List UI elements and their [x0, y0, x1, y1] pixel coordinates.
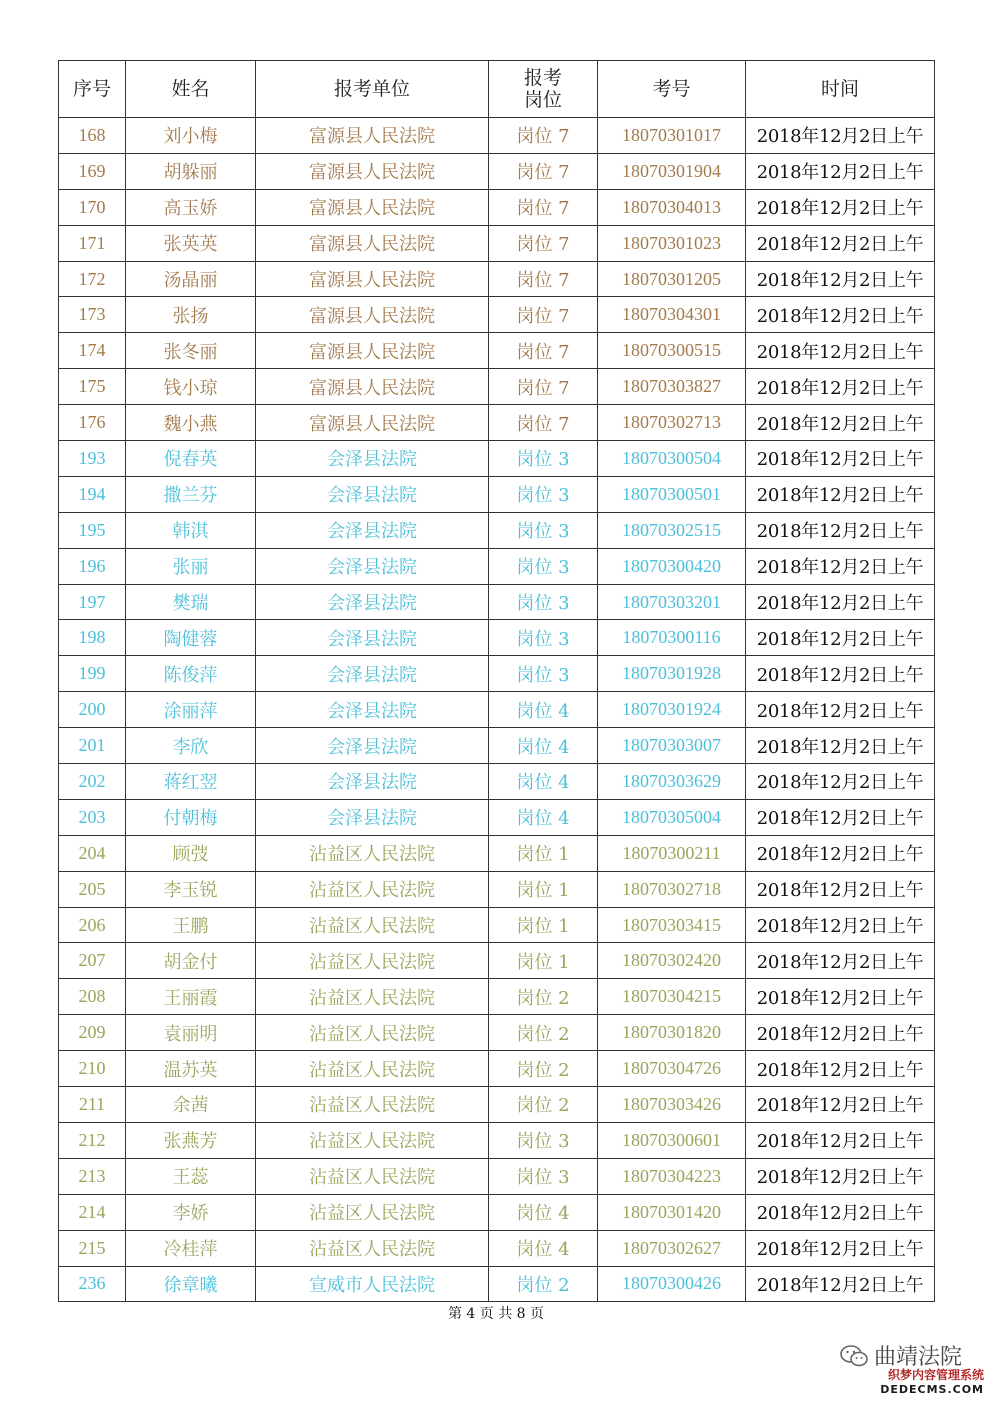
- unit-cell: 会泽县法院: [256, 692, 489, 728]
- exam-no-cell: 18070300426: [598, 1266, 746, 1302]
- table-row: [59, 656, 935, 692]
- time-cell: 2018年12月2日上午: [746, 764, 935, 800]
- time-cell: 2018年12月2日上午: [746, 1230, 935, 1266]
- exam-no-cell: 18070301924: [598, 692, 746, 728]
- seq-cell: 195: [59, 512, 126, 548]
- exam-no-cell: 18070301928: [598, 656, 746, 692]
- time-cell: 2018年12月2日上午: [746, 871, 935, 907]
- post-cell: 岗位 2: [489, 1266, 598, 1302]
- exam-no-cell: 18070302515: [598, 512, 746, 548]
- table-row: [59, 189, 935, 225]
- unit-cell: 沾益区人民法院: [256, 907, 489, 943]
- unit-cell: 沾益区人民法院: [256, 1230, 489, 1266]
- seq-cell: 168: [59, 118, 126, 154]
- name-cell: 李欣: [126, 728, 256, 764]
- name-cell: 温苏英: [126, 1051, 256, 1087]
- time-cell: 2018年12月2日上午: [746, 476, 935, 512]
- exam-no-cell: 18070305004: [598, 799, 746, 835]
- unit-cell: 沾益区人民法院: [256, 1051, 489, 1087]
- col-header-post: 报考 岗位: [489, 61, 598, 118]
- col-header-exam-no: 考号: [598, 61, 746, 118]
- post-cell: 岗位 7: [489, 297, 598, 333]
- unit-cell: 沾益区人民法院: [256, 979, 489, 1015]
- header-row: [59, 61, 935, 118]
- table-row: [59, 1015, 935, 1051]
- seq-cell: 204: [59, 835, 126, 871]
- unit-cell: 富源县人民法院: [256, 153, 489, 189]
- post-cell: 岗位 2: [489, 1087, 598, 1123]
- seq-cell: 209: [59, 1015, 126, 1051]
- seq-cell: 207: [59, 943, 126, 979]
- site-watermark-domain: DEDECMS.COM: [880, 1383, 984, 1396]
- exam-no-cell: 18070303201: [598, 584, 746, 620]
- seq-cell: 214: [59, 1194, 126, 1230]
- time-cell: 2018年12月2日上午: [746, 261, 935, 297]
- seq-cell: 197: [59, 584, 126, 620]
- seq-cell: 206: [59, 907, 126, 943]
- exam-no-cell: 18070301420: [598, 1194, 746, 1230]
- name-cell: 胡躲丽: [126, 153, 256, 189]
- seq-cell: 169: [59, 153, 126, 189]
- unit-cell: 会泽县法院: [256, 441, 489, 477]
- unit-cell: 富源县人民法院: [256, 297, 489, 333]
- table-row: [59, 225, 935, 261]
- post-cell: 岗位 3: [489, 620, 598, 656]
- exam-no-cell: 18070301904: [598, 153, 746, 189]
- unit-cell: 富源县人民法院: [256, 261, 489, 297]
- post-cell: 岗位 3: [489, 1158, 598, 1194]
- table-row: [59, 261, 935, 297]
- name-cell: 余茜: [126, 1087, 256, 1123]
- name-cell: 张丽: [126, 548, 256, 584]
- post-cell: 岗位 2: [489, 979, 598, 1015]
- name-cell: 李娇: [126, 1194, 256, 1230]
- name-cell: 撒兰芬: [126, 476, 256, 512]
- seq-cell: 201: [59, 728, 126, 764]
- unit-cell: 沾益区人民法院: [256, 1194, 489, 1230]
- post-cell: 岗位 3: [489, 476, 598, 512]
- seq-cell: 205: [59, 871, 126, 907]
- exam-no-cell: 18070301017: [598, 118, 746, 154]
- seq-cell: 193: [59, 441, 126, 477]
- exam-no-cell: 18070300116: [598, 620, 746, 656]
- exam-no-cell: 18070302627: [598, 1230, 746, 1266]
- post-cell: 岗位 7: [489, 261, 598, 297]
- post-cell: 岗位 1: [489, 907, 598, 943]
- post-cell: 岗位 3: [489, 512, 598, 548]
- time-cell: 2018年12月2日上午: [746, 799, 935, 835]
- name-cell: 樊瑞: [126, 584, 256, 620]
- unit-cell: 宣威市人民法院: [256, 1266, 489, 1302]
- seq-cell: 172: [59, 261, 126, 297]
- seq-cell: 175: [59, 369, 126, 405]
- time-cell: 2018年12月2日上午: [746, 405, 935, 441]
- post-cell: 岗位 4: [489, 728, 598, 764]
- name-cell: 张扬: [126, 297, 256, 333]
- unit-cell: 会泽县法院: [256, 548, 489, 584]
- seq-cell: 198: [59, 620, 126, 656]
- time-cell: 2018年12月2日上午: [746, 656, 935, 692]
- exam-no-cell: 18070304726: [598, 1051, 746, 1087]
- exam-no-cell: 18070304013: [598, 189, 746, 225]
- time-cell: 2018年12月2日上午: [746, 584, 935, 620]
- seq-cell: 208: [59, 979, 126, 1015]
- page-number: 第 4 页 共 8 页: [447, 1306, 545, 1322]
- exam-no-cell: 18070302718: [598, 871, 746, 907]
- seq-cell: 173: [59, 297, 126, 333]
- exam-no-cell: 18070300515: [598, 333, 746, 369]
- unit-cell: 富源县人民法院: [256, 333, 489, 369]
- table-row: [59, 835, 935, 871]
- exam-no-cell: 18070301820: [598, 1015, 746, 1051]
- unit-cell: 富源县人民法院: [256, 405, 489, 441]
- exam-no-cell: 18070303827: [598, 369, 746, 405]
- exam-no-cell: 18070303415: [598, 907, 746, 943]
- table-row: [59, 369, 935, 405]
- seq-cell: 236: [59, 1266, 126, 1302]
- table-row: [59, 1230, 935, 1266]
- time-cell: 2018年12月2日上午: [746, 225, 935, 261]
- unit-cell: 会泽县法院: [256, 764, 489, 800]
- time-cell: 2018年12月2日上午: [746, 907, 935, 943]
- unit-cell: 富源县人民法院: [256, 369, 489, 405]
- table-row: [59, 584, 935, 620]
- site-watermark-title: 织梦内容管理系统: [887, 1368, 984, 1382]
- col-header-time: 时间: [746, 61, 935, 118]
- unit-cell: 沾益区人民法院: [256, 871, 489, 907]
- time-cell: 2018年12月2日上午: [746, 728, 935, 764]
- post-cell: 岗位 7: [489, 225, 598, 261]
- unit-cell: 沾益区人民法院: [256, 835, 489, 871]
- name-cell: 张燕芳: [126, 1122, 256, 1158]
- unit-cell: 会泽县法院: [256, 799, 489, 835]
- exam-no-cell: 18070300501: [598, 476, 746, 512]
- time-cell: 2018年12月2日上午: [746, 1122, 935, 1158]
- name-cell: 张英英: [126, 225, 256, 261]
- post-cell: 岗位 7: [489, 405, 598, 441]
- exam-no-cell: 18070301023: [598, 225, 746, 261]
- post-cell: 岗位 3: [489, 656, 598, 692]
- exam-no-cell: 18070301205: [598, 261, 746, 297]
- post-cell: 岗位 7: [489, 118, 598, 154]
- name-cell: 高玉娇: [126, 189, 256, 225]
- name-cell: 张冬丽: [126, 333, 256, 369]
- table-row: [59, 871, 935, 907]
- post-cell: 岗位 4: [489, 1230, 598, 1266]
- post-cell: 岗位 3: [489, 584, 598, 620]
- table-row: [59, 548, 935, 584]
- seq-cell: 174: [59, 333, 126, 369]
- unit-cell: 沾益区人民法院: [256, 1087, 489, 1123]
- seq-cell: 213: [59, 1158, 126, 1194]
- time-cell: 2018年12月2日上午: [746, 620, 935, 656]
- time-cell: 2018年12月2日上午: [746, 835, 935, 871]
- time-cell: 2018年12月2日上午: [746, 333, 935, 369]
- name-cell: 王蕊: [126, 1158, 256, 1194]
- table-row: [59, 333, 935, 369]
- time-cell: 2018年12月2日上午: [746, 1158, 935, 1194]
- post-cell: 岗位 3: [489, 1122, 598, 1158]
- table-row: [59, 1087, 935, 1123]
- exam-no-cell: 18070304223: [598, 1158, 746, 1194]
- unit-cell: 会泽县法院: [256, 512, 489, 548]
- time-cell: 2018年12月2日上午: [746, 512, 935, 548]
- name-cell: 顾弢: [126, 835, 256, 871]
- post-cell: 岗位 7: [489, 333, 598, 369]
- unit-cell: 沾益区人民法院: [256, 1122, 489, 1158]
- exam-no-cell: 18070300504: [598, 441, 746, 477]
- seq-cell: 200: [59, 692, 126, 728]
- col-header-name: 姓名: [126, 61, 256, 118]
- name-cell: 陶健蓉: [126, 620, 256, 656]
- time-cell: 2018年12月2日上午: [746, 1087, 935, 1123]
- table-row: [59, 441, 935, 477]
- time-cell: 2018年12月2日上午: [746, 1266, 935, 1302]
- name-cell: 魏小燕: [126, 405, 256, 441]
- seq-cell: 211: [59, 1087, 126, 1123]
- roster-table: [58, 60, 935, 1302]
- time-cell: 2018年12月2日上午: [746, 692, 935, 728]
- post-cell: 岗位 4: [489, 692, 598, 728]
- table-row: [59, 728, 935, 764]
- col-header-unit: 报考单位: [256, 61, 489, 118]
- name-cell: 涂丽萍: [126, 692, 256, 728]
- post-cell: 岗位 2: [489, 1015, 598, 1051]
- table-row: [59, 692, 935, 728]
- seq-cell: 199: [59, 656, 126, 692]
- exam-no-cell: 18070300601: [598, 1122, 746, 1158]
- table-row: [59, 1194, 935, 1230]
- watermark-name: 曲靖法院: [873, 1345, 962, 1370]
- name-cell: 袁丽明: [126, 1015, 256, 1051]
- post-cell: 岗位 7: [489, 369, 598, 405]
- time-cell: 2018年12月2日上午: [746, 1015, 935, 1051]
- wechat-icon: [840, 1345, 868, 1367]
- time-cell: 2018年12月2日上午: [746, 1051, 935, 1087]
- time-cell: 2018年12月2日上午: [746, 943, 935, 979]
- name-cell: 倪春英: [126, 441, 256, 477]
- unit-cell: 会泽县法院: [256, 620, 489, 656]
- post-cell: 岗位 1: [489, 835, 598, 871]
- name-cell: 陈俊萍: [126, 656, 256, 692]
- unit-cell: 富源县人民法院: [256, 225, 489, 261]
- name-cell: 钱小琼: [126, 369, 256, 405]
- time-cell: 2018年12月2日上午: [746, 369, 935, 405]
- unit-cell: 会泽县法院: [256, 476, 489, 512]
- post-cell: 岗位 3: [489, 441, 598, 477]
- unit-cell: 沾益区人民法院: [256, 943, 489, 979]
- seq-cell: 194: [59, 476, 126, 512]
- time-cell: 2018年12月2日上午: [746, 118, 935, 154]
- exam-no-cell: 18070302420: [598, 943, 746, 979]
- name-cell: 汤晶丽: [126, 261, 256, 297]
- table-row: [59, 799, 935, 835]
- unit-cell: 沾益区人民法院: [256, 1158, 489, 1194]
- table-row: [59, 1266, 935, 1302]
- seq-cell: 215: [59, 1230, 126, 1266]
- name-cell: 冷桂萍: [126, 1230, 256, 1266]
- table-row: [59, 153, 935, 189]
- post-cell: 岗位 7: [489, 153, 598, 189]
- exam-no-cell: 18070303629: [598, 764, 746, 800]
- table-row: [59, 1122, 935, 1158]
- table-row: [59, 979, 935, 1015]
- post-cell: 岗位 2: [489, 1051, 598, 1087]
- unit-cell: 会泽县法院: [256, 656, 489, 692]
- time-cell: 2018年12月2日上午: [746, 297, 935, 333]
- name-cell: 王丽霞: [126, 979, 256, 1015]
- post-cell: 岗位 1: [489, 943, 598, 979]
- exam-no-cell: 18070304215: [598, 979, 746, 1015]
- unit-cell: 会泽县法院: [256, 584, 489, 620]
- seq-cell: 170: [59, 189, 126, 225]
- exam-no-cell: 18070304301: [598, 297, 746, 333]
- post-cell: 岗位 4: [489, 1194, 598, 1230]
- exam-no-cell: 18070300420: [598, 548, 746, 584]
- seq-cell: 196: [59, 548, 126, 584]
- site-watermark: [880, 1366, 984, 1396]
- post-cell: 岗位 4: [489, 764, 598, 800]
- table-row: [59, 907, 935, 943]
- exam-no-cell: 18070302713: [598, 405, 746, 441]
- seq-cell: 171: [59, 225, 126, 261]
- col-header-seq: 序号: [59, 61, 126, 118]
- name-cell: 李玉锐: [126, 871, 256, 907]
- name-cell: 徐章曦: [126, 1266, 256, 1302]
- name-cell: 王鹏: [126, 907, 256, 943]
- unit-cell: 富源县人民法院: [256, 118, 489, 154]
- post-cell: 岗位 1: [489, 871, 598, 907]
- seq-cell: 212: [59, 1122, 126, 1158]
- time-cell: 2018年12月2日上午: [746, 441, 935, 477]
- table-row: [59, 476, 935, 512]
- unit-cell: 富源县人民法院: [256, 189, 489, 225]
- name-cell: 韩淇: [126, 512, 256, 548]
- exam-no-cell: 18070303426: [598, 1087, 746, 1123]
- name-cell: 付朝梅: [126, 799, 256, 835]
- exam-no-cell: 18070303007: [598, 728, 746, 764]
- seq-cell: 176: [59, 405, 126, 441]
- seq-cell: 202: [59, 764, 126, 800]
- time-cell: 2018年12月2日上午: [746, 979, 935, 1015]
- time-cell: 2018年12月2日上午: [746, 153, 935, 189]
- exam-no-cell: 18070300211: [598, 835, 746, 871]
- name-cell: 刘小梅: [126, 118, 256, 154]
- seq-cell: 203: [59, 799, 126, 835]
- table-row: [59, 512, 935, 548]
- unit-cell: 沾益区人民法院: [256, 1015, 489, 1051]
- table-row: [59, 297, 935, 333]
- table-row: [59, 118, 935, 154]
- name-cell: 蒋红翌: [126, 764, 256, 800]
- post-cell: 岗位 4: [489, 799, 598, 835]
- unit-cell: 会泽县法院: [256, 728, 489, 764]
- time-cell: 2018年12月2日上午: [746, 189, 935, 225]
- seq-cell: 210: [59, 1051, 126, 1087]
- table-row: [59, 764, 935, 800]
- table-row: [59, 620, 935, 656]
- table-row: [59, 1051, 935, 1087]
- table-row: [59, 405, 935, 441]
- table-row: [59, 1158, 935, 1194]
- time-cell: 2018年12月2日上午: [746, 548, 935, 584]
- table-row: [59, 943, 935, 979]
- time-cell: 2018年12月2日上午: [746, 1194, 935, 1230]
- name-cell: 胡金付: [126, 943, 256, 979]
- post-cell: 岗位 7: [489, 189, 598, 225]
- post-cell: 岗位 3: [489, 548, 598, 584]
